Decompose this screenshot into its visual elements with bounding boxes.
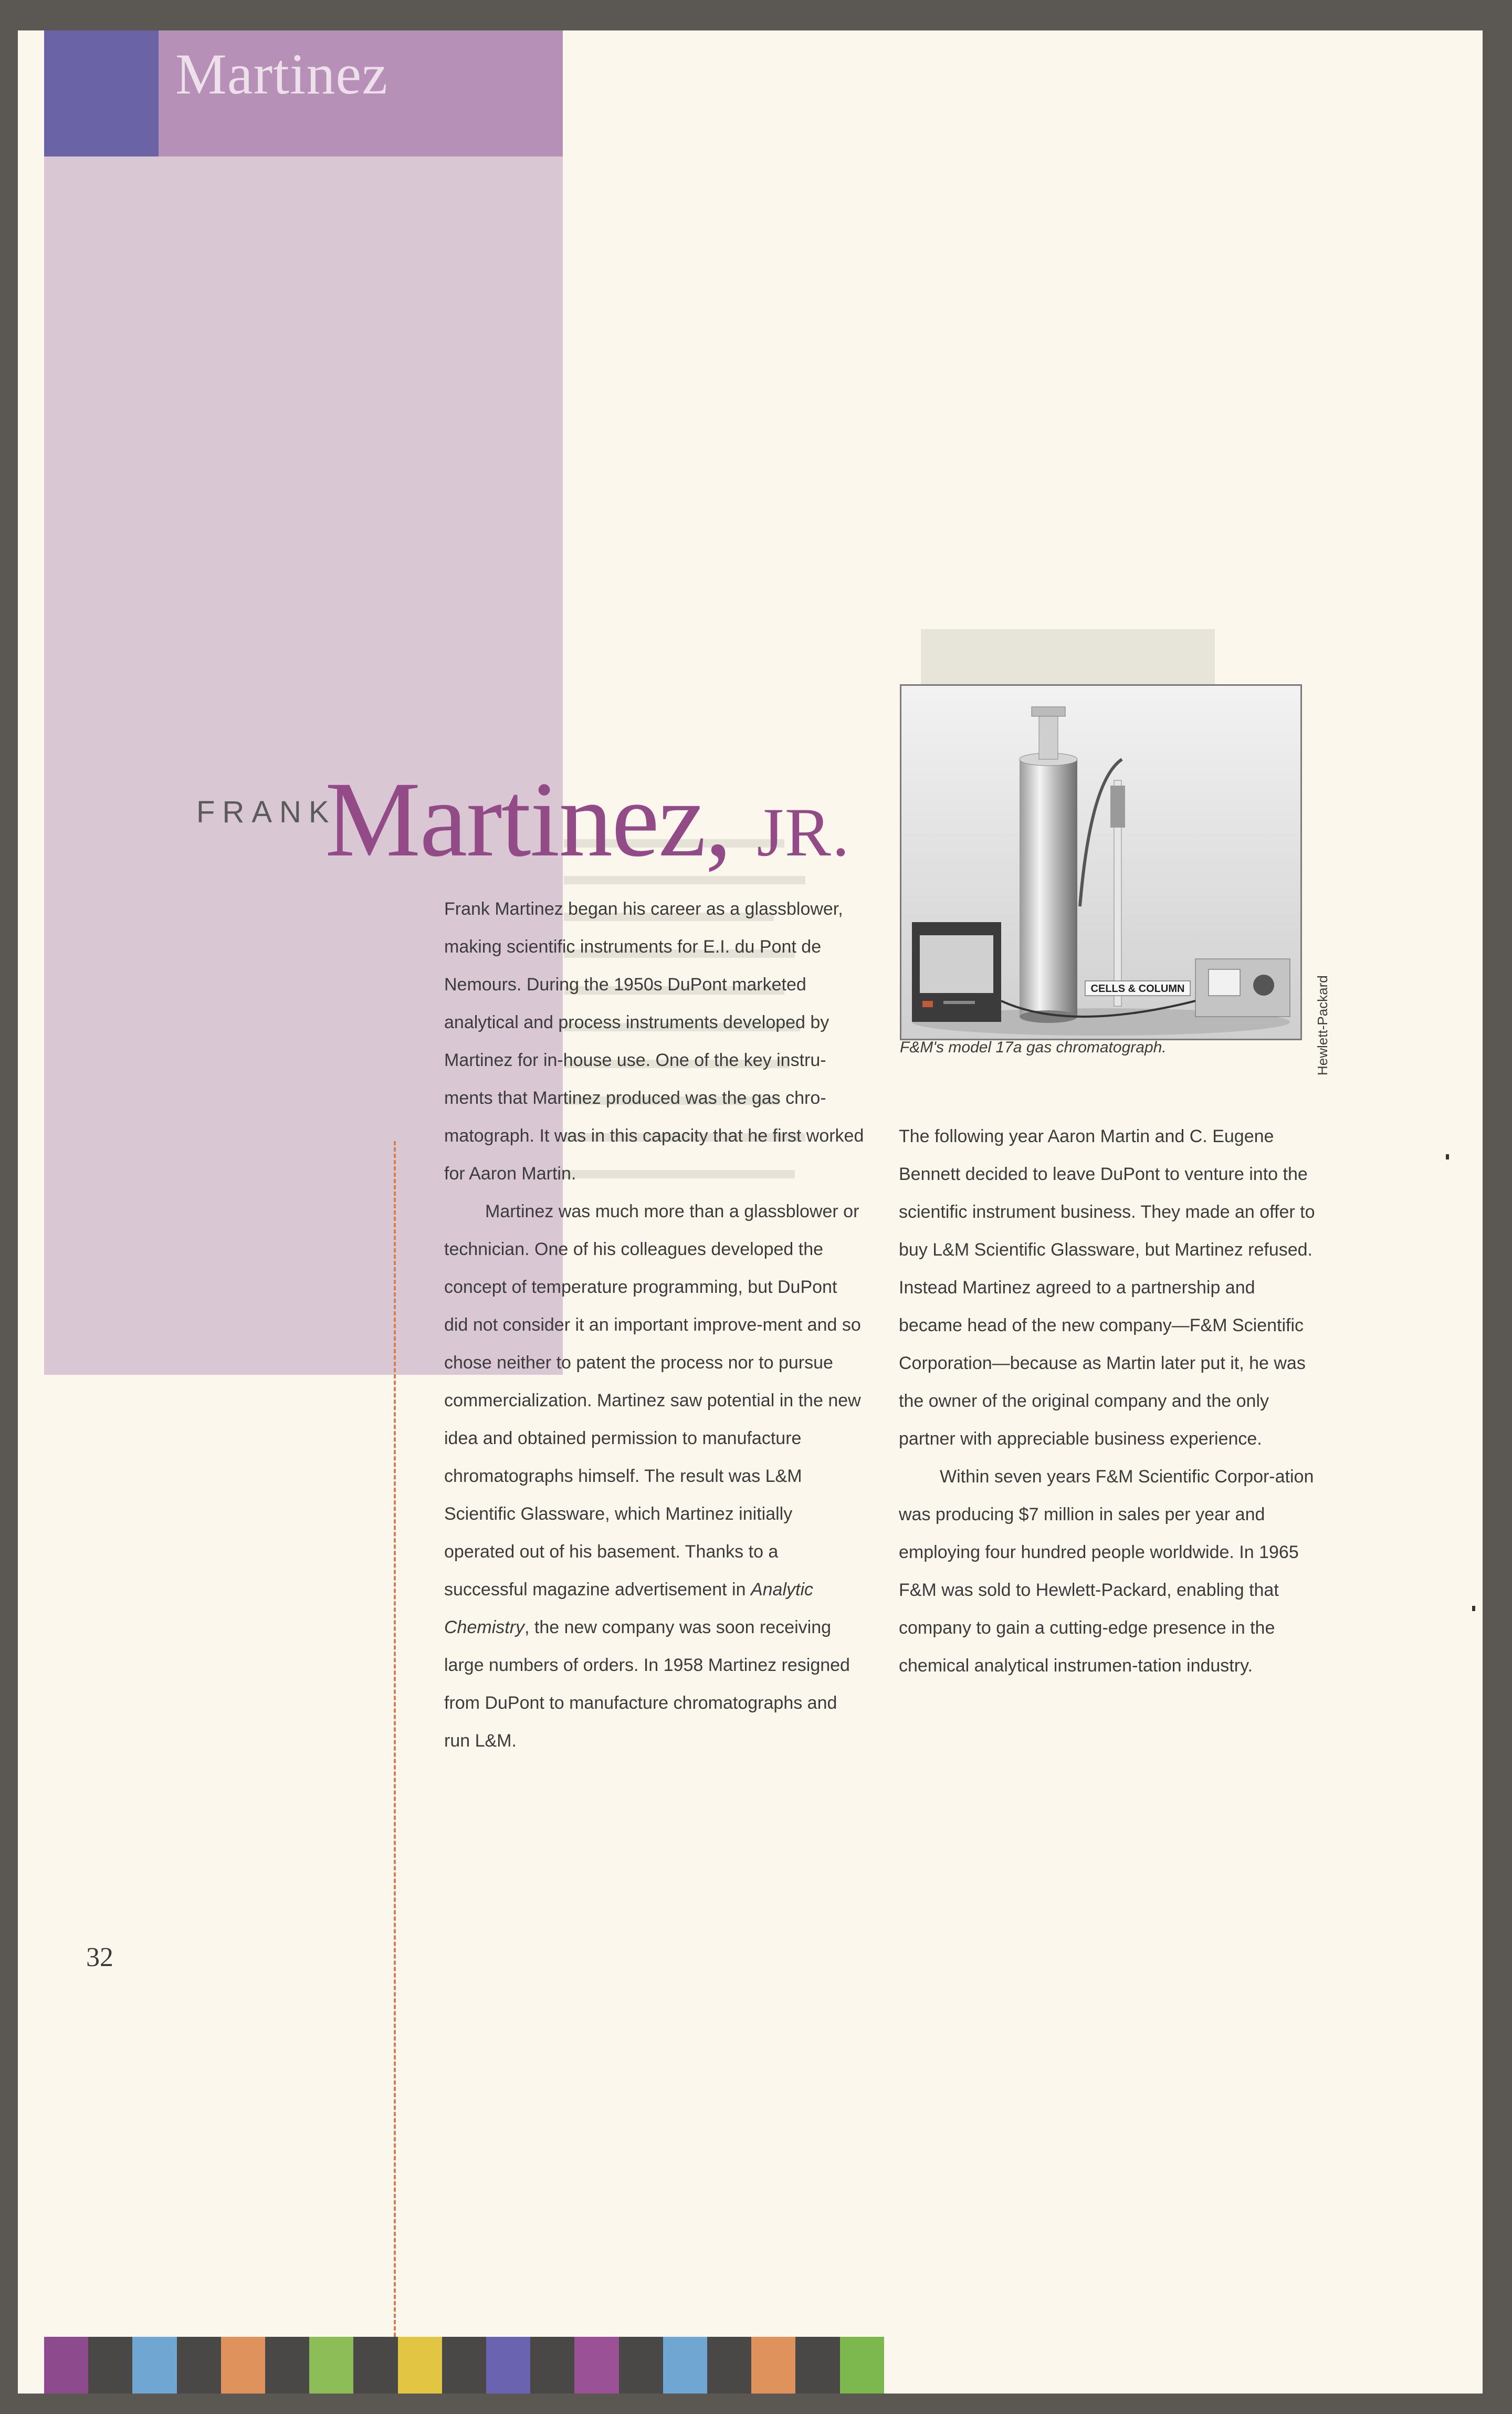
heading-surname: Martinez, bbox=[325, 760, 731, 879]
journal-title: Analytic Chemistry bbox=[444, 1580, 814, 1637]
color-swatch bbox=[132, 2337, 176, 2394]
color-swatch bbox=[309, 2337, 353, 2394]
body-column-left bbox=[444, 890, 864, 1760]
color-swatch bbox=[221, 2337, 265, 2394]
paper-speck bbox=[1472, 1606, 1475, 1611]
figure-photo-frame bbox=[900, 684, 1302, 1040]
color-swatch bbox=[795, 2337, 839, 2394]
photo-label: CELLS & COLUMN bbox=[1090, 983, 1185, 995]
heading-suffix: JR. bbox=[757, 793, 850, 871]
magazine-page bbox=[18, 30, 1483, 2394]
dashed-rule bbox=[394, 1141, 396, 2394]
page-number: 32 bbox=[86, 1942, 113, 1972]
color-swatch bbox=[88, 2337, 132, 2394]
color-swatch bbox=[707, 2337, 751, 2394]
color-swatch bbox=[265, 2337, 309, 2394]
color-band-blue bbox=[44, 30, 159, 156]
chromatograph-photo bbox=[901, 686, 1300, 1039]
color-swatch bbox=[619, 2337, 663, 2394]
section-tab-title: Martinez bbox=[175, 42, 388, 106]
color-swatch bbox=[663, 2337, 707, 2394]
color-swatch bbox=[751, 2337, 795, 2394]
paragraph-2: Martinez was much more than a glassblower or technician. One of his colleagues developed the concept of temperature programming, but DuPont did not consider it an important improve-ment and so chose neither to patent the process nor to pursue commercialization. Martinez saw potential in the new idea and obtained permission to manufacture chromatographs himself. The result was L&M Scientific Glassware, which Martinez initially operated out of his basement. Thanks to a successful magazine advertisement in Analytic Chemistry, the new company was soon receiving large numbers of orders. In 1958 Martinez resigned from DuPont to manufacture chromatographs and run L&M. bbox=[444, 1201, 861, 1751]
heading-first-name: FRANK bbox=[196, 795, 337, 829]
color-swatch bbox=[398, 2337, 442, 2394]
color-swatch bbox=[574, 2337, 618, 2394]
color-swatch-bar bbox=[44, 2337, 884, 2394]
figure-credit: Hewlett-Packard bbox=[1315, 975, 1330, 1075]
paragraph-3: The following year Aaron Martin and C. Eugene Bennett decided to leave DuPont to venture into the scientific instrument business. They made an offer to buy L&M Scientific Glassware, but Martinez refused. Instead Martinez agreed to a partnership and became head of the new company—F&M Scientific Corporation—because as Martin later put it, he was the owner of the original company and the only partner with appreciable business experience. bbox=[899, 1126, 1315, 1449]
color-swatch bbox=[530, 2337, 574, 2394]
color-swatch bbox=[486, 2337, 530, 2394]
color-swatch bbox=[442, 2337, 486, 2394]
color-swatch bbox=[44, 2337, 88, 2394]
paper-speck bbox=[1446, 1154, 1449, 1159]
paragraph-1: Frank Martinez began his career as a glassblower, making scientific instruments for E.I. du Pont de Nemours. During the 1950s DuPont marketed analytical and process instruments developed by Martinez for in-house use. One of the key instru-ments that Martinez produced was the gas chro-matograph. It was in this capacity that he first worked for Aaron Martin. bbox=[444, 899, 864, 1184]
body-column-right bbox=[899, 1117, 1319, 1685]
figure-caption: F&M's model 17a gas chromatograph. bbox=[900, 1039, 1167, 1056]
paragraph-4: Within seven years F&M Scientific Corpor-ation was producing $7 million in sales per year and employing four hundred people worldwide. In 1965 F&M was sold to Hewlett-Packard, enabling that company to gain a cutting-edge presence in the chemical analytical instrumen-tation industry. bbox=[899, 1467, 1314, 1676]
color-swatch bbox=[177, 2337, 221, 2394]
heading-last-name bbox=[325, 760, 850, 879]
color-swatch bbox=[353, 2337, 397, 2394]
color-swatch bbox=[840, 2337, 884, 2394]
